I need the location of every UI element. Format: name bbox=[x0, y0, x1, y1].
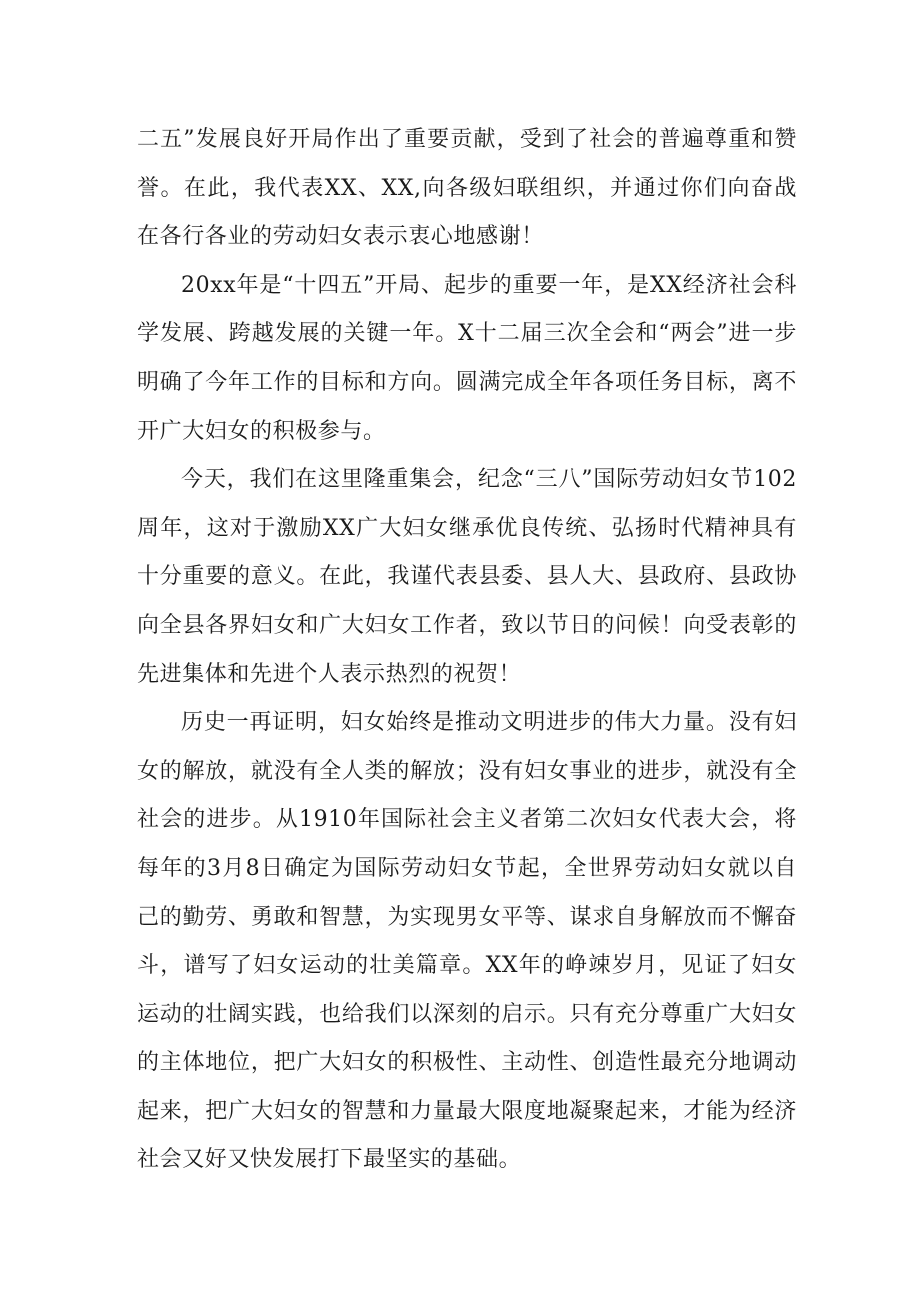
paragraph-1: 二五”发展良好开局作出了重要贡献，受到了社会的普遍尊重和赞誉。在此，我代表XX、XX,向各级妇联组织，并通过你们向奋战在各行各业的劳动妇女表示衷心地感谢！ bbox=[137, 127, 797, 250]
paragraph-2: 20xx年是“十四五”开局、起步的重要一年，是XX经济社会科学发展、跨越发展的关键一年。X十二届三次全会和“两会”进一步明确了今年工作的目标和方向。圆满完成全年各项任务目标，离不开广大妇女的积极参与。 bbox=[137, 272, 797, 444]
paragraph-3: 今天，我们在这里隆重集会，纪念“三八”国际劳动妇女节102周年，这对于激励XX广大妇女继承优良传统、弘扬时代精神具有十分重要的意义。在此，我谨代表县委、县人大、县政府、县政协向全县各界妇女和广大妇女工作者，致以节日的问候！向受表彰的先进集体和先进个人表示热烈的祝贺！ bbox=[137, 467, 797, 687]
paragraph-4: 历史一再证明，妇女始终是推动文明进步的伟大力量。没有妇女的解放，就没有全人类的解放；没有妇女事业的进步，就没有全社会的进步。从1910年国际社会主义者第二次妇女代表大会，将每年的3月8日确定为国际劳动妇女节起，全世界劳动妇女就以自己的勤劳、勇敢和智慧，为实现男女平等、谋求自身解放而不懈奋斗，谱写了妇女运动的壮美篇章。XX年的峥竦岁月，见证了妇女运动的壮阔实践，也给我们以深刻的启示。只有充分尊重广大妇女的主体地位，把广大妇女的积极性、主动性、创造性最充分地调动起来，把广大妇女的智慧和力量最大限度地凝聚起来，才能为经济社会又好又快发展打下最坚实的基础。 bbox=[137, 710, 797, 1173]
document-body bbox=[137, 116, 797, 1185]
